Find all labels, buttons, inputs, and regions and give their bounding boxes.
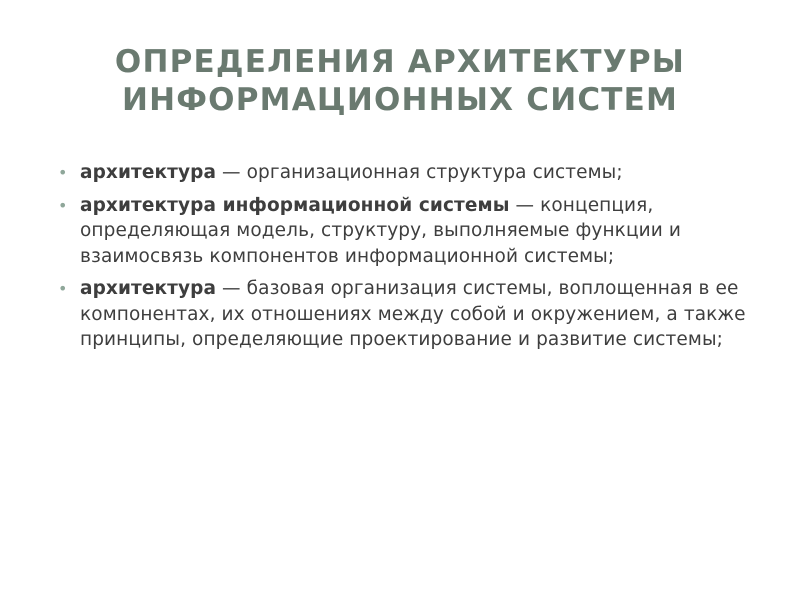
bullet-item: [58, 276, 758, 353]
bullet-item: [58, 193, 758, 270]
bullet-marker-icon: •: [58, 279, 68, 298]
slide-title: [40, 43, 760, 119]
bullet-term: архитектура информационной системы: [80, 194, 510, 216]
bullet-marker-icon: •: [58, 195, 68, 215]
bullet-marker-icon: •: [58, 163, 68, 182]
bullet-text: — базовая организация системы, воплощенная в ее компонентах, их отношениях между собой и окружением, а также принципы, определяющие проектирование и развитие системы;: [80, 278, 746, 350]
bullet-term: архитектура: [80, 162, 217, 183]
bullet-list: [58, 160, 758, 360]
bullet-text: — концепция, определяющая модель, структуру, выполняемые функции и взаимосвязь компонентов информационной системы;: [80, 194, 681, 267]
bullet-term: архитектура: [80, 278, 217, 299]
bullet-text: — организационная структура системы;: [216, 162, 623, 183]
title-line-1: ОПРЕДЕЛЕНИЯ АРХИТЕКТУРЫ: [114, 44, 686, 80]
bullet-item: [58, 160, 758, 186]
title-line-2: ИНФОРМАЦИОННЫХ СИСТЕМ: [121, 82, 679, 118]
